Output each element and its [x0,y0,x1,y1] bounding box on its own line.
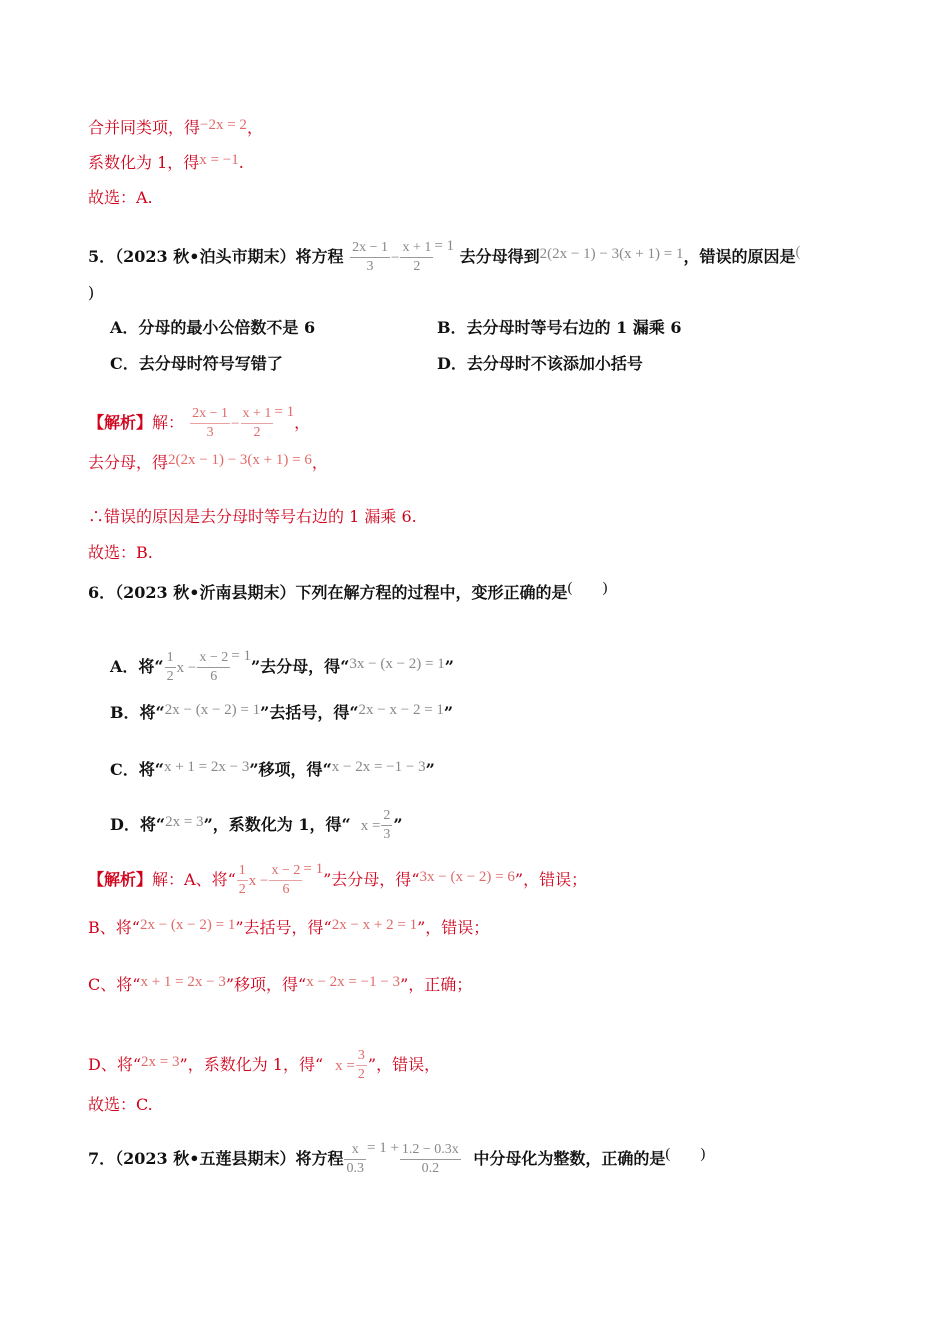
q6-b-mid: 去括号，得 [269,703,350,722]
q5-analysis-line [88,388,310,459]
q6-option-b[interactable] [110,703,453,724]
q5-analysis-frac1-num: 2x − 1 [190,405,230,424]
q7-tail: 中分母化为整数，正确的是 [473,1149,666,1168]
q6-d-num: 2 [381,807,392,826]
q5-tail-text: ，错误的原因是 [683,247,796,266]
q6-b-q3: “ [349,703,359,722]
q5-analysis-rhs: = 1 [274,404,295,420]
q6-b-eq: 2x − (x − 2) = 1 [164,702,261,718]
q6-b-q1: “ [155,703,165,722]
q6-a-mid: 去分母，得 [260,657,341,676]
q6-an-a-den1: 2 [238,882,246,897]
q7-den2: 0.2 [421,1161,440,1176]
q6-d-lhs: x = [360,818,381,834]
q6-stem-text: （2023 秋•沂南县期末）下列在解方程的过程中，变形正确的是 [115,583,568,602]
q6-a-frac2-num: x − 2 [197,649,230,668]
q5-option-b[interactable]: B．去分母时等号右边的 1 漏乘 6 [437,318,682,337]
q6-answer: 故选：C. [88,1095,153,1114]
q6-a-frac-2 [197,649,230,686]
q5-source: （2023 秋•泊头市期末）将方程 [115,247,344,266]
q5-analysis-frac1-den: 3 [206,425,214,440]
q6-an-a-frac2 [269,862,302,899]
q6-an-a-den2: 6 [282,882,290,897]
q6-an-c-verdict: ，正确； [408,975,473,994]
q6-c-q2: ” [249,760,259,779]
q6-an-a-rhs: = 1 [303,861,324,877]
q7-frac-2 [400,1141,461,1178]
q6-an-b-q3: “ [323,918,332,937]
q5-step [88,453,328,474]
q6-d-q4: ” [393,815,403,834]
q6-a-quote-open: “ [154,657,164,676]
q5-option-a[interactable]: A．分母的最小公倍数不是 6 [110,318,316,337]
q5-paren-open: ( [795,244,801,260]
q7-den1: 0.3 [346,1161,364,1176]
q5-analysis-frac-2 [241,405,274,442]
q6-an-a-num2: x − 2 [269,862,302,881]
q5-fraction-1 [350,239,390,276]
q6-an-d-frac [356,1047,367,1084]
q6-a-x: x − [176,660,197,676]
q6-paren: ( ) [567,580,608,596]
q6-c-eq: x + 1 = 2x − 3 [163,759,250,775]
q5-mid-text: 去分母得到 [459,247,540,266]
q6-an-c-q3: “ [298,975,307,994]
q6-an-a-verdict: ，错误； [523,870,588,889]
q5-analysis-frac-1 [190,405,230,442]
q6-option-c[interactable] [110,760,435,781]
q6-an-c-result: x − 2x = −1 − 3 [306,974,401,990]
q6-d-den: 3 [383,827,391,842]
prev-step-coefficient [88,153,244,174]
q6-number: 6． [88,583,116,602]
q7-num2: 1.2 − 0.3x [400,1141,461,1160]
q6-analysis-d [88,1030,440,1101]
q6-c-q3: “ [322,760,332,779]
q6-d-frac [381,807,392,844]
q6-a-frac-half [165,649,176,686]
q6-an-d-q4: ” [367,1055,377,1074]
q6-an-c-q2: ” [225,975,235,994]
q6-b-pre: B．将 [110,703,156,722]
q6-an-a-q1: “ [227,870,236,889]
q6-an-b-q4: ” [417,918,426,937]
q5-step-math: 2(2x − 1) − 3(x + 1) = 6 [168,452,312,468]
q6-an-d-q1: “ [132,1055,142,1074]
q6-c-mid: 移项，得 [258,760,323,779]
q6-c-q4: ” [425,760,435,779]
q6-an-b-eq: 2x − (x − 2) = 1 [139,917,236,933]
q6-a-frac1-den: 2 [166,669,174,684]
q6-d-eq: 2x = 3 [165,814,204,830]
q6-analysis-b [88,918,489,939]
q6-a-result: 3x − (x − 2) = 1 [349,656,445,672]
prev-step2-math: x = −1 [199,152,239,168]
q6-an-b-result: 2x − x + 2 = 1 [331,917,418,933]
q6-an-d-lhs: x = [335,1058,355,1074]
q5-analysis-end: ， [294,413,311,432]
q6-an-b-pre: B、将 [88,918,132,937]
q6-an-b-verdict: ，错误； [425,918,490,937]
q5-option-c[interactable]: C．去分母时符号写错了 [110,354,283,373]
prev-step1-math: −2x = 2 [200,117,247,133]
q6-an-c-pre: C、将 [88,975,133,994]
q6-a-frac1-num: 1 [165,649,176,668]
q6-an-b-q2: ” [235,918,244,937]
q6-stem [88,580,608,604]
q6-an-d-q2: ” [179,1055,188,1074]
q6-b-q4: ” [443,703,454,722]
q6-d-q1: “ [155,815,166,834]
q5-frac1-num: 2x − 1 [350,239,390,258]
q5-reason: ∴错误的原因是去分母时等号右边的 1 漏乘 6. [88,507,417,526]
q6-b-result: 2x − x − 2 = 1 [358,702,444,718]
q6-an-a-x: x − [248,873,269,889]
q5-rhs: = 1 [434,238,455,254]
q6-analysis-label: 【解析】 [88,870,153,889]
q7-source: （2023 秋•五莲县期末）将方程 [115,1149,344,1168]
q5-step-end: ， [311,453,328,472]
q5-analysis-frac2-den: 2 [253,425,261,440]
q6-d-q3: “ [341,815,351,834]
prev-step2-end: . [238,153,244,172]
q5-number: 5． [88,247,116,266]
q5-stem [88,222,801,293]
q6-a-quote-close2: ” [444,657,454,676]
prev-step2-text: 系数化为 1，得 [88,153,200,172]
q5-result-math: 2(2x − 1) − 3(x + 1) = 1 [539,246,684,262]
q6-c-result: x − 2x = −1 − 3 [331,759,426,775]
q7-frac-1 [344,1141,366,1178]
q6-c-pre: C．将 [110,760,155,779]
prev-answer: 故选：A. [88,188,153,207]
q6-a-quote-open2: “ [340,657,350,676]
q5-paren-close: ) [88,283,95,302]
q7-number: 7． [88,1149,116,1168]
q6-an-a-mid: 去分母，得 [331,870,412,889]
q6-an-a-q4: ” [514,870,524,889]
q5-frac1-den: 3 [366,259,374,274]
q6-a-quote-close: ” [250,657,261,676]
q6-an-a-pre: 解：A、将 [152,870,228,889]
q6-an-c-q4: ” [400,975,409,994]
q6-an-d-eq: 2x = 3 [141,1054,180,1070]
q6-an-d-q3: “ [314,1055,324,1074]
q6-a-frac2-den: 6 [210,669,218,684]
q5-minus: − [390,250,400,266]
q7-stem [88,1124,705,1195]
q6-b-q2: ” [260,703,270,722]
q5-frac2-den: 2 [413,259,421,274]
q6-an-c-eq: x + 1 = 2x − 3 [140,974,226,990]
prev-step-combine [88,118,263,139]
q6-an-c-q1: “ [132,975,141,994]
prev-step1-end: ， [246,118,263,137]
q7-num1: x [344,1141,366,1160]
q6-option-a[interactable] [110,632,454,703]
q6-an-d-mid: ，系数化为 1，得 [187,1055,315,1074]
q5-answer: 故选：B. [88,543,153,562]
q6-an-a-q3: “ [411,870,420,889]
q6-a-pre: A．将 [110,657,155,676]
q7-paren: ( ) [665,1146,706,1162]
q6-c-q1: “ [154,760,164,779]
q6-an-b-mid: 去括号，得 [243,918,324,937]
q6-analysis-c [88,975,472,996]
q7-mid-eq: = 1 + [366,1140,399,1156]
prev-step1-text: 合并同类项，得 [88,118,201,137]
q6-d-q2: ” [203,815,213,834]
q6-d-pre: D．将 [110,815,156,834]
q6-an-a-q2: ” [323,870,332,889]
q6-an-b-q1: “ [131,918,140,937]
q5-analysis-minus: − [231,416,240,432]
q6-an-a-frac1 [237,862,248,899]
q5-analysis-label: 【解析】 [88,413,153,432]
q6-an-c-mid: 移项，得 [234,975,299,994]
q5-analysis-intro: 解： [152,413,185,432]
q6-an-d-den: 2 [357,1067,365,1082]
q6-an-a-result: 3x − (x − 2) = 6 [419,869,515,885]
q6-an-d-num: 3 [356,1047,367,1066]
q6-an-a-num1: 1 [237,862,248,881]
q5-frac2-num: x + 1 [400,239,433,258]
q5-fraction-2 [400,239,433,276]
q6-analysis-a [88,845,587,916]
q6-a-rhs: = 1 [231,648,251,664]
q5-step-text: 去分母，得 [88,453,169,472]
q6-an-d-verdict: ，错误， [376,1055,441,1074]
q6-an-d-pre: D、将 [88,1055,133,1074]
q5-option-d[interactable]: D．去分母时不该添加小括号 [437,354,643,373]
q6-d-mid: ，系数化为 1，得 [212,815,342,834]
q5-analysis-frac2-num: x + 1 [241,405,274,424]
